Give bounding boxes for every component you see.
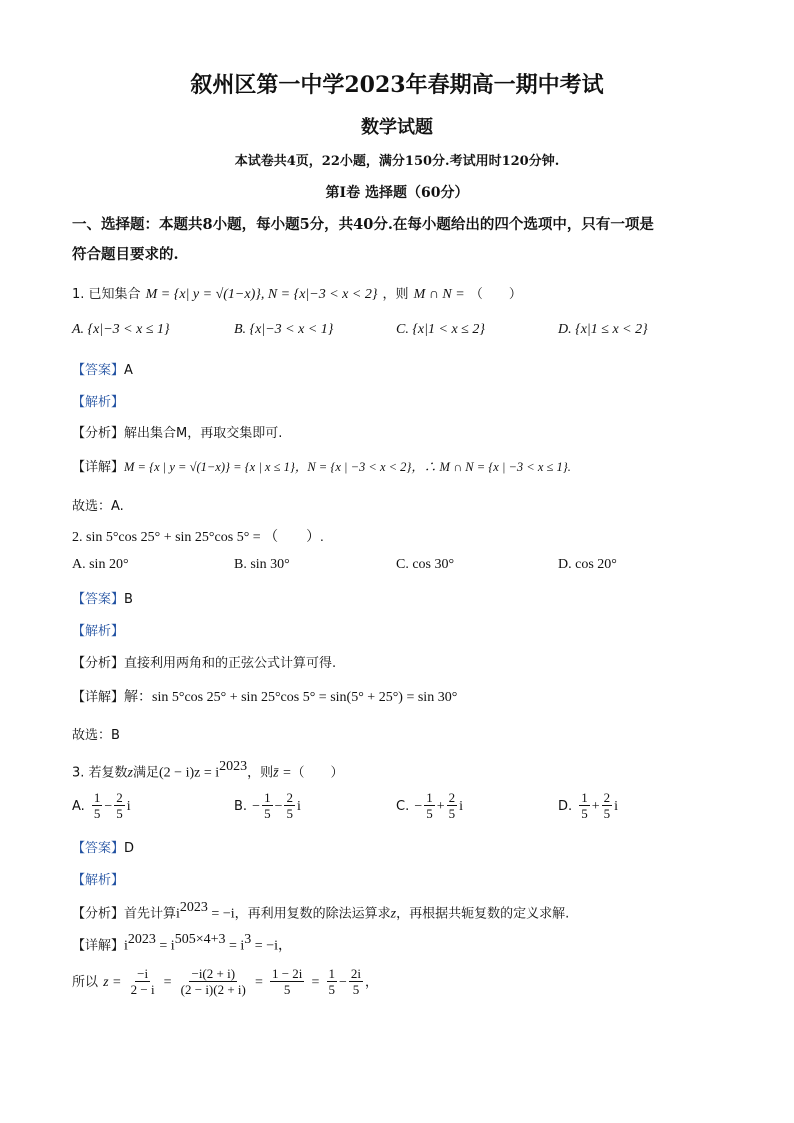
q3-fenxi-b: ，再利用复数的除法运算求: [234, 906, 391, 922]
q1-option-c: C. {x|1 < x ≤ 2}: [396, 322, 485, 337]
q3-option-d-frac1: $\frac{1}{5}$: [581, 790, 588, 821]
q2-detail-text: 解：sin 5°cos 25° + sin 25°cos 5° = sin(5° + 25°) = sin 30°: [124, 690, 458, 705]
detail-tag: 【详解】: [72, 938, 125, 954]
q3-option-b-sign: −: [252, 799, 261, 814]
q1-stem-mid: ，则: [382, 287, 409, 302]
q1-stem: [72, 283, 522, 303]
q3-answer: [72, 837, 134, 856]
q1-fenxi-text: 解出集合M，再取交集即可.: [124, 426, 283, 441]
q3-option-d-unit: i: [614, 799, 619, 814]
q3-detail-eq3: = −i，: [251, 938, 292, 954]
q3-stem-prefix: 3. 若复数: [72, 765, 128, 781]
detail-tag: 【详解】: [72, 690, 125, 705]
fenxi-tag: 【分析】: [72, 656, 125, 671]
q1-option-d: D. {x|1 ≤ x < 2}: [558, 322, 648, 337]
q3-option-c-unit: i: [459, 799, 464, 814]
q2-option-d: D. cos 20°: [558, 557, 617, 572]
q3-option-a-frac1: $\frac{1}{5}$: [93, 790, 101, 821]
q3-option-b: [234, 790, 301, 821]
q3-stem-z: z: [127, 765, 133, 781]
q3-option-d-label: D.: [558, 799, 573, 814]
q3-option-d: [558, 790, 618, 821]
fenxi-tag: 【分析】: [72, 426, 125, 441]
exam-subtitle: 数学试题: [361, 117, 433, 138]
q1-stem-math: M = {x| y = √(1−x)}, N = {x|−3 < x < 2}: [145, 287, 378, 302]
q2-option-b: B. sin 30°: [234, 557, 290, 572]
q3-final-frac4: $\frac{1}{5}$: [328, 966, 335, 997]
analysis-tag: 【解析】: [72, 873, 125, 888]
q2-conclusion: 故选：B: [72, 728, 120, 743]
q1-answer: [72, 359, 133, 378]
q3-stem-end: （ ）: [291, 765, 344, 781]
q1-detail: [72, 456, 571, 475]
analysis-tag: 【解析】: [72, 624, 125, 639]
q3-stem-then: ，则: [247, 765, 274, 781]
q3-fenxi-a: 首先计算: [124, 906, 177, 922]
q3-option-c-frac2: $\frac{2}{5}$: [448, 790, 456, 821]
q1-option-b: B. {x|−3 < x < 1}: [234, 322, 334, 337]
q2-analysis: [72, 620, 124, 639]
q3-fenxi: [72, 900, 569, 922]
q3-analysis: [72, 869, 124, 888]
answer-tag: 【答案】: [72, 363, 125, 378]
q2-fenxi-text: 直接利用两角和的正弦公式计算可得.: [124, 656, 337, 671]
q2-stem: 2. sin 5°cos 25° + sin 25°cos 5° = （ ）.: [72, 530, 324, 545]
q3-detail-exp3: 3: [244, 932, 252, 947]
q3-option-a: [72, 790, 131, 821]
q3-detail-exp1: 2023: [127, 932, 156, 947]
q3-stem-exp: 2023: [219, 759, 248, 774]
q1-analysis: [72, 391, 124, 410]
q3-option-b-frac2: $\frac{2}{5}$: [286, 790, 293, 821]
q3-option-b-op: −: [274, 799, 283, 814]
detail-tag: 【详解】: [72, 460, 125, 475]
q3-answer-value: D: [124, 841, 135, 856]
q3-final: 所以 z = $\frac{-i}{2 - i}$ = $\frac{-i(2 + i)}{(2 - i)(2 + i)}$ = $\frac{1 - 2i}{5}$ = $\frac{1}{5}$ − $\frac{2i}{5}$ ，: [72, 966, 379, 997]
q3-option-b-label: B.: [234, 799, 248, 814]
q3-fenxi-c: ，再根据共轭复数的定义求解.: [396, 906, 570, 922]
q3-fenxi-z: z: [390, 906, 397, 922]
q1-option-a: A. {x|−3 < x ≤ 1}: [72, 322, 170, 337]
answer-tag: 【答案】: [72, 592, 125, 607]
section-instructions-line2: 符合题目要求的.: [72, 246, 179, 263]
q3-detail-eq2: = i: [225, 938, 245, 954]
q3-detail: [72, 932, 292, 954]
q2-fenxi: [72, 652, 336, 671]
q3-fenxi-exp: 2023: [179, 900, 208, 915]
q1-answer-value: A: [124, 363, 133, 378]
q1-conclusion: 故选：A.: [72, 499, 124, 514]
q1-stem-end: （ ）: [469, 287, 522, 302]
q3-option-a-unit: i: [126, 799, 131, 814]
q3-detail-eq1: = i: [155, 938, 175, 954]
q3-option-d-frac2: $\frac{2}{5}$: [603, 790, 611, 821]
q3-final-frac3: $\frac{1 - 2i}{5}$: [271, 966, 303, 997]
q3-detail-exp2: 505×4+3: [174, 932, 226, 947]
q3-option-a-frac2: $\frac{2}{5}$: [116, 790, 123, 821]
q2-option-c: C. cos 30°: [396, 557, 455, 572]
q3-option-c: [396, 790, 463, 821]
q2-answer: [72, 588, 133, 607]
q3-option-d-op: +: [591, 799, 600, 814]
analysis-tag: 【解析】: [72, 395, 125, 410]
q3-fenxi-math: i: [176, 906, 180, 922]
answer-tag: 【答案】: [72, 841, 125, 856]
q3-final-frac2: $\frac{-i(2 + i)}{(2 - i)(2 + i)}$: [180, 966, 246, 997]
q3-option-c-frac1: $\frac{1}{5}$: [426, 790, 433, 821]
q3-final-prefix: 所以: [72, 975, 99, 990]
q3-final-end: ，: [365, 975, 379, 990]
q3-stem-eq: (2 − i)z = i: [159, 765, 220, 781]
q3-option-b-frac1: $\frac{1}{5}$: [264, 790, 271, 821]
q3-option-c-op: +: [436, 799, 445, 814]
q2-detail: [72, 686, 457, 706]
q3-detail-i1: i: [124, 938, 128, 954]
q3-stem-mid: 满足: [133, 765, 160, 781]
q3-stem: [72, 759, 344, 781]
q3-option-a-op: −: [104, 799, 113, 814]
q1-fenxi: [72, 422, 282, 441]
exam-note: 本试卷共4页，22小题，满分150分.考试用时120分钟.: [234, 154, 560, 169]
q3-final-z: z =: [103, 975, 122, 990]
part-heading: 第I卷 选择题（60分）: [325, 185, 469, 201]
q3-option-b-unit: i: [296, 799, 301, 814]
q1-stem-prefix: 1. 已知集合: [72, 287, 141, 302]
q1-detail-text: M = {x | y = √(1−x)} = {x | x ≤ 1}，N = {x | −3 < x < 2}，∴ M ∩ N = {x | −3 < x ≤ 1}.: [124, 460, 571, 474]
fenxi-tag: 【分析】: [72, 906, 125, 922]
q3-final-frac1: $\frac{-i}{2 - i}$: [130, 966, 155, 997]
q1-stem-math2: M ∩ N =: [413, 287, 465, 302]
q3-option-c-sign: −: [414, 799, 423, 814]
q3-final-frac5: $\frac{2i}{5}$: [350, 966, 362, 997]
q2-answer-value: B: [124, 592, 133, 607]
q3-option-c-label: C.: [396, 799, 410, 814]
exam-title: 叙州区第一中学2023年春期高一期中考试: [190, 72, 604, 98]
q2-option-a: A. sin 20°: [72, 557, 129, 572]
q3-option-a-label: A.: [72, 799, 85, 814]
q3-fenxi-math2: = −i: [207, 906, 235, 922]
section-instructions-line1: 一、选择题：本题共8小题，每小题5分，共40分.在每小题给出的四个选项中，只有一项是: [72, 216, 654, 233]
q3-stem-zbar: z̄ =: [273, 765, 292, 781]
